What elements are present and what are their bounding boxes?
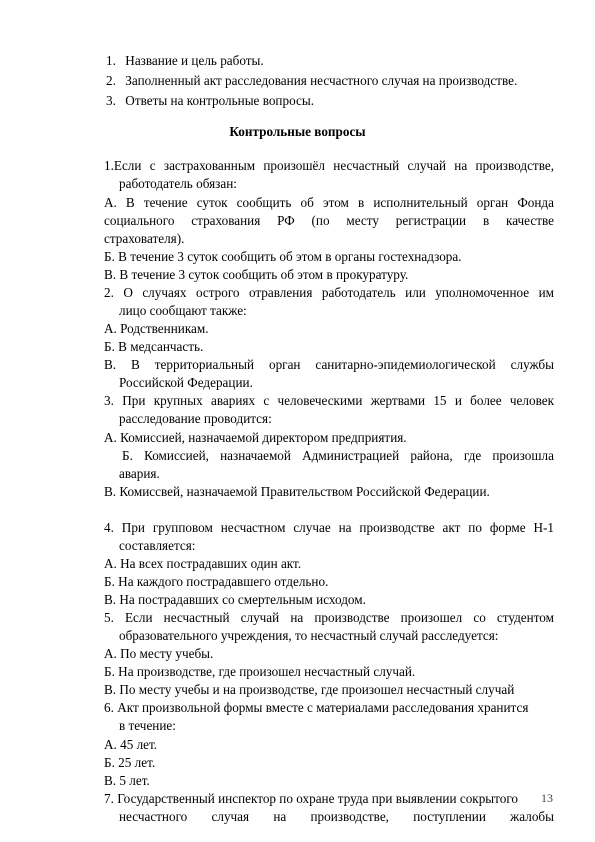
text-line: А. Родственникам. (104, 321, 209, 336)
text-line: В. В течение 3 суток сообщить об этом в прокуратуру. (104, 267, 409, 282)
list-item-text: Заполненный акт расследования несчастного случая на производстве. (125, 73, 518, 88)
text-line: А. В течение суток сообщить об этом в исполнительный орган Фонда (104, 195, 554, 210)
text-line: работодатель обязан: (119, 176, 237, 191)
text-line: в течение: (119, 718, 176, 733)
text-line: Б. В медсанчасть. (104, 339, 204, 354)
text-line: составляется: (119, 538, 196, 553)
text-line: В. Комиссвей, назначаемой Правительством Российской Федерации. (104, 484, 490, 499)
text-line: 2. О случаях острого отравления работодатель или уполномоченное им (104, 285, 554, 300)
text-line: Б. В течение 3 суток сообщить об этом в органы гостехнадзора. (104, 249, 462, 264)
text-line: лицо сообщают также: (119, 303, 247, 318)
text-line: 6. Акт произвольной формы вместе с материалами расследования хранится (104, 700, 529, 715)
list-item-number: 1. (106, 53, 116, 68)
list-item (106, 73, 517, 89)
text-line: А. Комиссией, назначаемой директором предприятия. (104, 430, 407, 445)
text-line: Б. 25 лет. (104, 755, 156, 770)
list-item-number: 2. (106, 73, 116, 88)
list-item-text: Название и цель работы. (125, 53, 264, 68)
text-line: В. По месту учебы и на производстве, где произошел несчастный случай (104, 682, 515, 697)
text-line: образовательного учреждения, то несчастный случай расследуется: (119, 628, 499, 643)
list-item-number: 3. (106, 93, 116, 108)
text-line: социального страхования РФ (по месту регистрации в качестве (104, 213, 554, 228)
list-item-text: Ответы на контрольные вопросы. (125, 93, 315, 108)
text-line: 5. Если несчастный случай на производстве произошел со студентом (104, 610, 554, 625)
list-item (106, 53, 264, 69)
text-line: Б. На каждого пострадавшего отдельно. (104, 574, 329, 589)
text-line: 7. Государственный инспектор по охране труда при выявлении сокрытого (104, 791, 519, 806)
page-number: 13 (541, 791, 553, 805)
text-line: расследование проводится: (119, 411, 272, 426)
section-heading: Контрольные вопросы (229, 124, 366, 139)
text-line: 3. При крупных авариях с человеческими жертвами 15 и более человек (104, 393, 554, 408)
text-line: авария. (119, 466, 160, 481)
text-line: А. На всех пострадавших один акт. (104, 556, 302, 571)
text-line: В. В территориальный орган санитарно-эпидемиологической службы (104, 357, 554, 372)
list-item (106, 93, 314, 109)
text-line: Российской Федерации. (119, 375, 253, 390)
text-line: 1.Если с застрахованным произошёл несчастный случай на производстве, (104, 158, 554, 173)
text-line: несчастного случая на производстве, поступлении жалобы (119, 809, 554, 824)
text-line: 4. При групповом несчастном случае на производстве акт по форме Н-1 (104, 520, 554, 535)
text-line: страхователя). (104, 231, 185, 246)
text-line: В. 5 лет. (104, 773, 150, 788)
text-line: В. На пострадавших со смертельным исходом. (104, 592, 366, 607)
text-line: Б. Комиссией, назначаемой Администрацией района, где произошла (122, 448, 554, 463)
text-line: Б. На производстве, где произошел несчастный случай. (104, 664, 416, 679)
text-line: А. 45 лет. (104, 737, 158, 752)
text-line: А. По месту учебы. (104, 646, 214, 661)
